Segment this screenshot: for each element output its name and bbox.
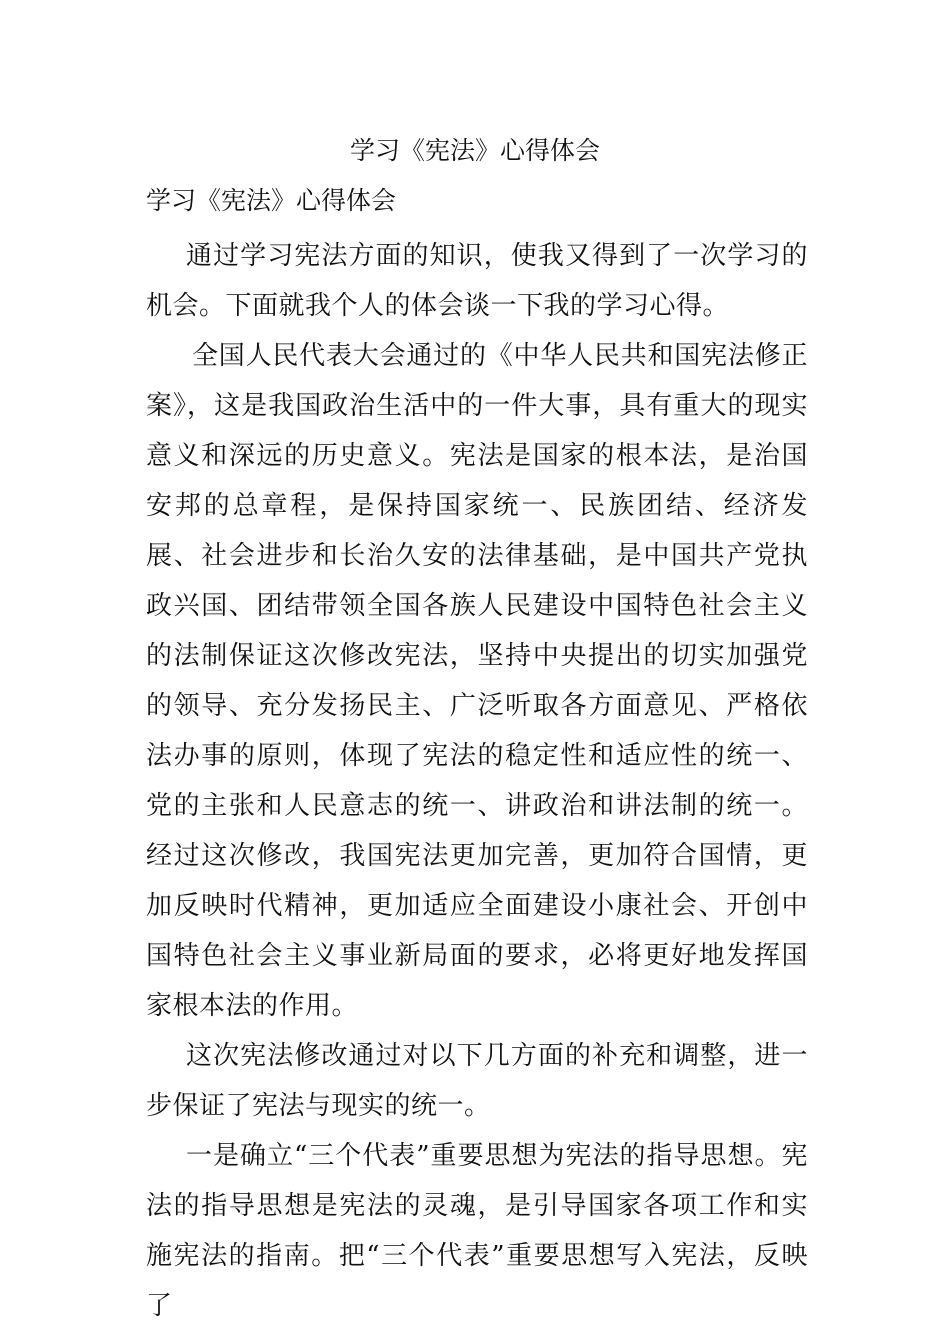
document-body — [146, 231, 808, 1331]
paragraph-constitution-amendment: 全国人民代表大会通过的《中华人民共和国宪法修正案》，这是我国政治生活中的一件大事，具有重大的现实意义和深远的历史意义。宪法是国家的根本法，是治国安邦的总章程，是保持国家统一、民族团结、经济发展、社会进步和长治久安的法律基础，是中国共产党执政兴国、团结带领全国各族人民建设中国特色社会主义的法制保证这次修改宪法，坚持中央提出的切实加强党的领导、充分发扬民主、广泛听取各方面意见、严格依法办事的原则，体现了宪法的稳定性和适应性的统一、党的主张和人民意志的统一、讲政治和讲法制的统一。经过这次修改，我国宪法更加完善，更加符合国情，更加反映时代精神，更加适应全面建设小康社会、开创中国特色社会主义事业新局面的要求，必将更好地发挥国家根本法的作用。 — [146, 341, 808, 1021]
document-subtitle: 学习《宪法》心得体会 — [146, 186, 397, 215]
paragraph-intro: 通过学习宪法方面的知识，使我又得到了一次学习的机会。下面就我个人的体会谈一下我的学习心得。 — [146, 241, 808, 321]
paragraph-amendment-aspects: 这次宪法修改通过对以下几方面的补充和调整，进一步保证了宪法与现实的统一。 — [146, 1041, 808, 1121]
paragraph-three-represents: 一是确立“三个代表”重要思想为宪法的指导思想。宪法的指导思想是宪法的灵魂，是引导国家各项工作和实施宪法的指南。把“三个代表”重要思想写入宪法，反映了 — [146, 1141, 808, 1321]
document-title: 学习《宪法》心得体会 — [349, 136, 600, 165]
